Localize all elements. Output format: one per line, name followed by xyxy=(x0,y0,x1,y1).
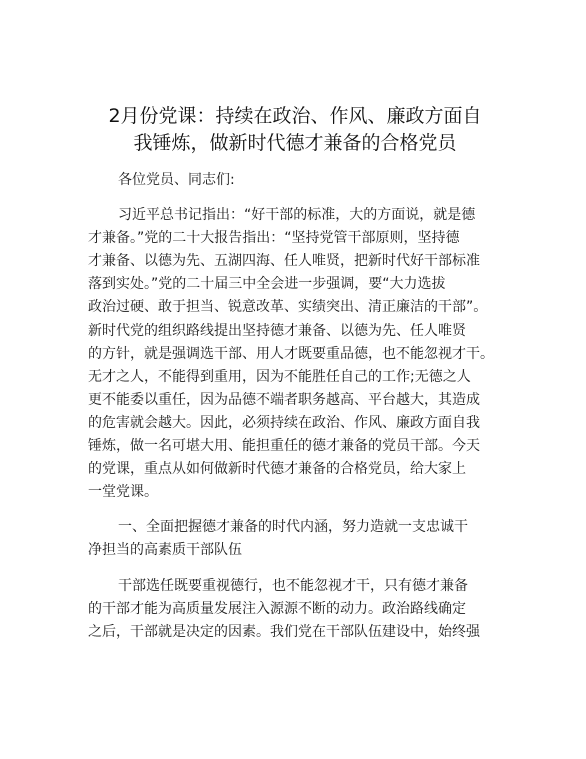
text-line: 新时代党的组织路线提出坚持德才兼备、以德为先、任人唯贤 xyxy=(88,322,466,339)
text-line: 才兼备。”党的二十大报告指出：“坚持党管干部原则，坚持德 xyxy=(88,230,460,247)
text-line: 的党课，重点从如何做新时代德才兼备的合格党员，给大家上 xyxy=(88,461,466,478)
text-line: 之后，干部就是决定的因素。我们党在干部队伍建设中，始终强 xyxy=(88,623,480,640)
paragraph-1 xyxy=(88,204,520,504)
heading-line: 净担当的高素质干部队伍 xyxy=(88,542,242,559)
title-line: 我锤炼，做新时代德才兼备的合格党员 xyxy=(133,132,457,154)
text-line: 的危害就会越大。因此，必须持续在政治、作风、廉政方面自我 xyxy=(88,414,480,431)
text-line: 无才之人，不能得到重用，因为不能胜任自己的工作;无德之人 xyxy=(88,368,471,385)
text-line: 习近平总书记指出：“好干部的标准，大的方面说，就是德 xyxy=(118,207,476,224)
text-line: 的方针，就是强调选干部、用人才既要重品德，也不能忽视才干。 xyxy=(88,345,494,362)
text-line: 干部选任既要重视德行，也不能忽视才干，只有德才兼备 xyxy=(118,577,468,594)
text-line: 落到实处。”党的二十届三中全会进一步强调，要“大力选拔 xyxy=(88,276,446,293)
title-line: 2月份党课：持续在政治、作风、廉政方面自 xyxy=(108,105,482,127)
text-line: 政治过硬、敢于担当、锐意改革、实绩突出、清正廉洁的干部”。 xyxy=(88,299,488,316)
text-line: 的干部才能为高质量发展注入源源不断的动力。政治路线确定 xyxy=(88,600,466,617)
paragraph-2 xyxy=(88,575,520,644)
greeting: 各位党员、同志们: xyxy=(118,172,235,188)
text-line: 才兼备、以德为先、五湖四海、任人唯贤，把新时代好干部标准 xyxy=(88,253,480,270)
text-line: 一堂党课。 xyxy=(88,484,158,501)
text-line: 更不能委以重任，因为品德不端者职务越高、平台越大，其造成 xyxy=(88,391,480,408)
heading-line: 一、全面把握德才兼备的时代内涵，努力造就一支忠诚干 xyxy=(118,519,468,536)
document-body xyxy=(88,169,520,644)
section-heading-1 xyxy=(88,516,520,562)
document-title xyxy=(80,103,510,157)
text-line: 锤炼，做一名可堪大用、能担重任的德才兼备的党员干部。今天 xyxy=(88,438,480,455)
